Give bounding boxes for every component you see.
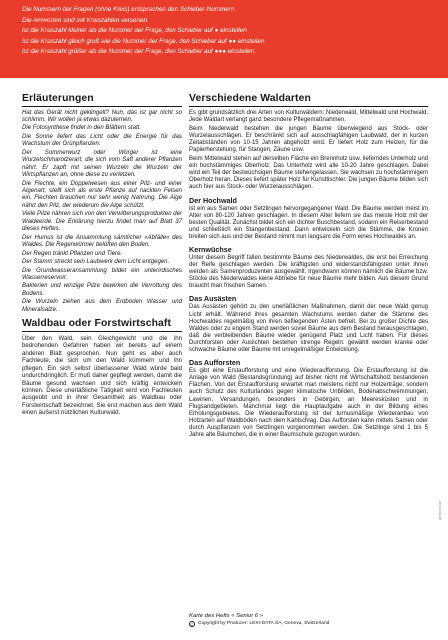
- erlaeuterung-item: Der Sommerwurz oder Würger ist eine Wurzelschmarotzerart, die sich vom Saft anderer Pflanzen nährt. Er zapft mit seinen Wurzeln die Wurzeln der Wirtspflanzen an, ohne diese zu verletzen.: [22, 149, 182, 179]
- erlaeuterung-item: Die Grundwasseransammlung bildet ein unterirdisches Wasserreservoir.: [22, 267, 182, 282]
- hochwald-heading: Der Hochwald: [189, 195, 237, 205]
- erlaeuterung-item: Der Stamm streckt sein Laubwerk dem Licht entgegen.: [22, 259, 170, 266]
- instruction-line: Ist die Kreiszahl kleiner als die Nummer der Frage, den Schieber auf ● einstellen.: [22, 27, 249, 35]
- left-column: [22, 93, 182, 417]
- ausaesten-text: Das Ausästen gehört zu den unerläßlichen Maßnahmen, damit der neue Wald genug Licht erhält. Während ihres gesamten Wachstums werden daher die Stämme des Hochwaldes regelmäßig von ihren tiefliegenden Ästen befreit. Bei zu großer Dichte des Waldes oder zu engem Stand werden soviel Bäume aus dem Bestand herausgeschlagen, daß die verbleibenden Bäume wieder genügend Platz und Licht haben. Für dieses Durchforsten oder Auslichten bestehen strenge Regeln: gewählt werden kranke oder schwache Bäume oder Bäume mit unregelmäßiger Entwicklung.: [189, 304, 428, 354]
- niederwald-text: Beim Niederwald bestehen die jungen Bäume überwiegend aus Stock- oder Wurzelausschlägen. Er beschränkt sich auf ausschlagfähigen Laubwald, der in kurzen Zeitabständen von 10-15 Jahren abgeholzt wird. Er liefert Holz zum Heizen, für die Papierherstellung, für Stangen, Zäune usw.: [189, 125, 428, 153]
- aufforsten-text: Es gibt eine Erstaufforstung und eine Wiederaufforstung. Die Erstaufforstung ist die Anlage von Wald (Bestandsgründung) auf bisher nicht mit Wirtschaftsholz bestandenen Flächen. Von der Erstaufforstung erwartet man meistens nicht nur Holzerträge, sondern auch Schutz des Kulturlandes gegen klimatische Unbilden, Bodenabschwemmungen, Lawinen, Versandungen, besonders in Gebirgen, an Meeresküsten und in Flugsandgebieten. Manchmal liegt die Hauptaufgabe auch in der Bildung eines Erholungsgebietes. Die Wiederaufforstung ist der turnusmäßige Wiederanbau von Holzarten auf Waldböden nach dem Kahlschlag. Das Aufforsten kann mittels Samen oder durch Auspflanzen von Setzlingen vorgenommen werden. Die Setzlinge sind 1 bis 5 Jahre alte Bäumchen, die in einer Baumschule gezogen wurden.: [189, 368, 428, 438]
- erlaeuterung-item: Die Wurzeln ziehen aus dem Erdboden Wasser und Mineralsalze.: [22, 299, 182, 313]
- waldbau-heading: Waldbau oder Forstwirtschaft: [22, 318, 182, 332]
- copyright-line: [189, 620, 429, 628]
- erlaeuterungen-heading: Erläuterungen: [22, 93, 182, 107]
- erlaeuterung-item: Der Regen tränkt Pflanzen und Tiere.: [22, 250, 123, 257]
- erlaeuterung-item: Die Sonne liefert das Licht oder die Energie für das Wachstum der Grünpflanzen.: [22, 133, 182, 148]
- erlaeuterungen-list: [22, 110, 182, 315]
- waldarten-heading: Verschiedene Waldarten: [189, 93, 428, 107]
- erlaeuterung-item: Der Humus ist die Ansammlung sämtlicher »Abfälle« des Waldes. Die Regenwürmer belüften den Boden.: [22, 234, 182, 249]
- hochwald-text: ist ein aus Samen oder Setzlingen hervorgegangener Wald. Die Bäume werden meist im Alter von 80-120 Jahren geschlagen. In diesem Alter liefern sie das meiste Holz mit der besten Qualität. Zunächst bildet sich ein dichter Buschbestand, sodann ein Reiserbestand und schließlich ein Stangenbestand. Dann entwickeln sich die Stämme, die Kronen breiten sich aus und der Bestand nimmt nun langsam die Form eines Hochwaldes an.: [189, 205, 428, 240]
- waldbau-text: Über den Wald, sein Gleichgewicht und die ihn bedrohenden Gefahren haben wir bereits auf einem anderen Blatt gesprochen. Nun geht es aber auch Fachleute, die sich um den Wald kümmern und ihn pflegen. Ein sich selbst überlassener Wald würde bald undurchdringlich. Er muß daher gepflegt werden, damit die Bäume gesund wachsen und sich kräftig entwickeln können. Diese unerläßliche Tätigkeit wird von Fachleuten ausgeübt und in ihrer Gesamtheit als Waldbau oder Forstwirtschaft bezeichnet. Sie erst machen aus dem Wald einen äußerst nützlichen Kulturwald.: [22, 334, 182, 417]
- instruction-line: Ist die Kreiszahl gleich groß wie die Nummer der Frage, den Schieber auf ●● einstellen.: [22, 37, 267, 45]
- instruction-line: Die Nummern der Fragen (ohne Kreis) entsprechen den Schieber-Nummern.: [22, 6, 237, 13]
- erlaeuterung-item: Viele Pilze nähren sich von den Verwitterungsprodukten der Waldeerde. Die Erklärung hierzu findet man auf Blatt 37 dieses Heftes.: [22, 211, 183, 233]
- waldarten-intro: Es gibt grundsätzlich drei Arten von Kulturwäldern: Niederwald, Mittelwald und Hochwald. Jede Waldart verlangt ganz besondere Pflegemaßnahmen.: [189, 109, 428, 123]
- page-footer: [189, 612, 429, 628]
- erlaeuterung-item: Die Flechte, ein Doppelwesen aus einer Pilz- und einer Algenart, stellt sich als erste Pflanze auf nackten Felsen ein. Flechten brauchen nur sehr wenig Nahrung. Die Alge nährt den Pilz, der wiederum die Alge schützt.: [22, 180, 182, 209]
- side-watermark: gedown.de: [437, 500, 442, 520]
- ausaesten-heading: Das Ausästen: [189, 294, 237, 304]
- copyright-icon: C: [190, 622, 194, 627]
- kernwuechse-text: Unter diesem Begriff fallen bestimmte Bäume des Niederwaldes, die erst bei Erreichung der Reife geschlagen werden. Die kräftigsten und widerstandsfähigsten unter ihnen werden als Samenproduzenten ausgewählt. Irgendwann können nämlich die Bäume bzw. Stöcke des Niederwaldes keine Abtriebe für neue Bäume mehr bilden. Aus diesem Grund braucht man frischen Samen.: [189, 255, 428, 290]
- instruction-band: [0, 0, 448, 78]
- erlaeuterung-item: Hat das Gerät nicht geklingelt? Nun, das ist gar nicht so schlimm. Wir wollen ja etwas dazulernen.: [22, 109, 182, 123]
- karte-note: Karte des Hefts « Senior 6 »: [189, 613, 264, 619]
- erlaeuterung-item: Bakterien und winzige Pilze bewirken die Verrottung des Bodens.: [22, 283, 182, 297]
- kernwuechse-heading: Kernwüchse: [189, 245, 232, 254]
- mittelwald-text: Beim Mittelwald stehen auf derselben Fläche ein Brennholz usw. lieferndes Unterholz und ein hochstämmiges Oberholz. Das Unterholz wird alle 10-20 Jahre geschlagen. Dabei wird ein Teil der bestwüchsigen Bäume stehengelassen. Sie wachsen zu hochstämmigem Oberholz heran. Dieses liefert später Holz für Kunsttischler. Die jungen Bäume bilden sich auch hier aus Stock- oder Wurzelausschlägen.: [189, 156, 428, 191]
- instruction-line: Ist die Kreiszahl größer als die Nummer der Frage, den Schieber auf ●●● einstellen.: [22, 48, 257, 56]
- erlaeuterung-item: Die Fotosynthese findet in den Blättern statt.: [22, 125, 141, 132]
- right-column: [189, 93, 428, 439]
- instruction-line: Die Antworten sind mit Kreiszahlen versehen.: [22, 16, 149, 24]
- copyright-text: Copyright by Producer: LEXI-DATA SA, Geneva, Switzerland: [198, 621, 330, 626]
- aufforsten-heading: Das Aufforsten: [189, 358, 241, 368]
